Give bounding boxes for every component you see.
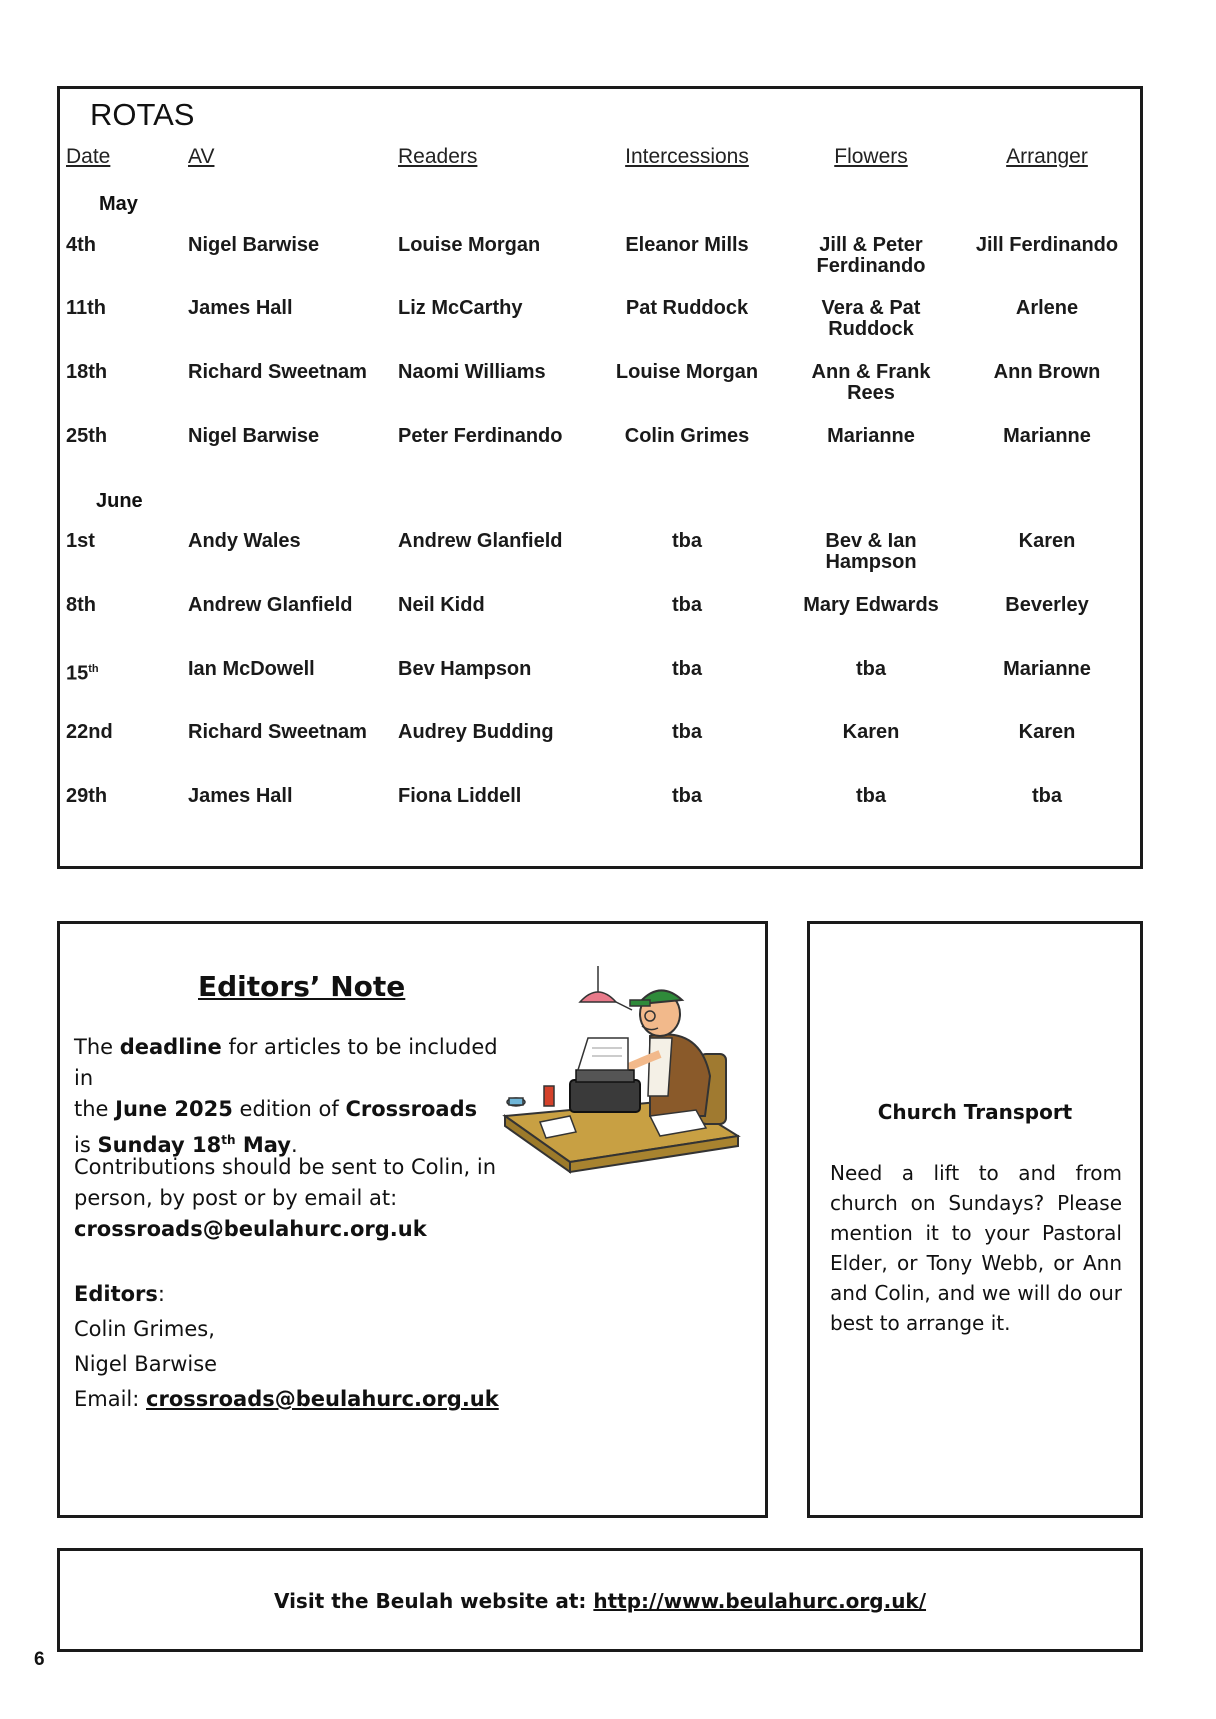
date-number: 22nd [66, 721, 113, 743]
rota-arranger: tba [1032, 785, 1062, 807]
rota-readers: Peter Ferdinando [398, 425, 563, 447]
ordinal-suffix: th [88, 663, 99, 675]
rota-av: Andrew Glanfield [188, 594, 353, 616]
church-transport-text: Need a lift to and from church on Sundays? Please mention it to your Pastoral Elder, or Tony Webb, or Ann and Colin, and we will do our best to arrange it. [830, 1161, 1122, 1335]
column-header: Flowers [834, 145, 908, 168]
date-number: 8th [66, 594, 96, 616]
website-panel [57, 1548, 1143, 1652]
editor-name: Nigel Barwise [74, 1352, 218, 1376]
rota-intercessions: tba [672, 721, 702, 743]
deadline-day: Sunday 18 [97, 1133, 222, 1157]
text: person, by post or by email at: [74, 1186, 398, 1210]
flowers-line: Ruddock [828, 318, 914, 340]
deadline-month: May [235, 1133, 291, 1157]
editors-email-link[interactable]: crossroads@beulahurc.org.uk [146, 1387, 499, 1411]
page-number: 6 [34, 1649, 45, 1670]
rota-flowers [817, 235, 926, 277]
website-label: Visit the Beulah website at: [273, 1589, 594, 1613]
month-heading: May [99, 193, 138, 215]
text: . [290, 1133, 298, 1157]
rota-av: Ian McDowell [188, 658, 315, 680]
rota-readers: Neil Kidd [398, 594, 485, 616]
rota-flowers [803, 595, 939, 616]
date-number: 15 [66, 662, 89, 685]
text: is [74, 1133, 98, 1157]
text: edition of [232, 1097, 346, 1121]
church-transport-panel [807, 921, 1143, 1518]
column-header: Date [66, 145, 111, 168]
rota-flowers [825, 531, 916, 573]
rota-arranger: Marianne [1003, 658, 1091, 680]
date-number: 29th [66, 785, 108, 807]
rota-flowers [827, 426, 915, 447]
rota-av: Nigel Barwise [188, 234, 320, 256]
editors-list [74, 1277, 499, 1417]
rota-readers: Audrey Budding [398, 721, 554, 743]
flowers-line: Jill & Peter [819, 234, 923, 256]
rota-av: Richard Sweetnam [188, 721, 367, 743]
flowers-line: Karen [842, 721, 900, 743]
contributions-email: crossroads@beulahurc.org.uk [74, 1217, 427, 1241]
column-header: Intercessions [625, 145, 749, 168]
rota-intercessions: Louise Morgan [615, 361, 759, 383]
flowers-line: Vera & Pat [821, 297, 921, 319]
rota-date [66, 298, 106, 319]
rota-arranger: Karen [1018, 530, 1076, 552]
rota-readers: Fiona Liddell [398, 785, 522, 807]
date-number: 18th [66, 361, 108, 383]
rota-av: James Hall [188, 785, 293, 807]
flowers-line: Rees [847, 382, 895, 404]
rota-readers: Bev Hampson [398, 658, 532, 680]
flowers-line: Ferdinando [816, 255, 926, 277]
flowers-line: Bev & Ian [825, 530, 917, 552]
rota-av: Andy Wales [188, 530, 301, 552]
rota-av: James Hall [188, 297, 293, 319]
text: The [74, 1035, 120, 1059]
rota-flowers [856, 659, 886, 680]
column-header: Arranger [1006, 145, 1088, 168]
rota-intercessions: Colin Grimes [624, 425, 750, 447]
magazine-name: Crossroads [345, 1097, 478, 1121]
text: for articles to be included in [74, 1035, 498, 1090]
flowers-line: Ann & Frank [811, 361, 931, 383]
editor-name: Colin Grimes, [74, 1317, 215, 1341]
date-number: 11th [66, 297, 107, 319]
month-heading: June [96, 490, 143, 512]
rota-intercessions: Eleanor Mills [625, 234, 749, 256]
date-number: 25th [66, 425, 108, 447]
rota-flowers [812, 362, 931, 404]
rota-arranger: Ann Brown [993, 361, 1101, 383]
rota-flowers [856, 786, 886, 807]
rota-av: Nigel Barwise [188, 425, 320, 447]
email-label: Email: [74, 1387, 147, 1411]
rota-readers: Liz McCarthy [398, 297, 523, 319]
editors-note-title: Editors’ Note [198, 970, 406, 1003]
typist-cartoon-illustration [500, 966, 750, 1176]
rota-date [66, 235, 96, 256]
deadline-paragraph [74, 1032, 504, 1161]
rota-date [66, 659, 99, 685]
rota-date [66, 595, 96, 616]
website-link[interactable]: http://www.beulahurc.org.uk/ [593, 1589, 927, 1613]
rota-flowers [843, 722, 900, 743]
rota-date [66, 362, 107, 383]
rota-readers: Louise Morgan [398, 234, 541, 256]
text: the [74, 1097, 116, 1121]
rota-arranger: Jill Ferdinando [975, 234, 1119, 256]
rota-date [66, 786, 107, 807]
rota-intercessions: tba [672, 530, 702, 552]
rota-readers: Andrew Glanfield [398, 530, 563, 552]
rotas-title: ROTAS [90, 97, 195, 132]
rota-intercessions: Pat Ruddock [625, 297, 749, 319]
flowers-line: tba [856, 785, 886, 807]
column-header: AV [188, 145, 215, 168]
date-number: 1st [66, 530, 95, 552]
text: : [157, 1282, 165, 1306]
rota-intercessions: tba [672, 594, 702, 616]
rota-arranger: Arlene [1015, 297, 1079, 319]
text: Contributions should be sent to Colin, in [74, 1155, 496, 1179]
contributions-paragraph [74, 1152, 504, 1245]
rota-date [66, 426, 107, 447]
rota-arranger: Beverley [1005, 594, 1089, 616]
date-number: 4th [66, 234, 96, 256]
rota-date [66, 722, 113, 743]
editors-label: Editors [74, 1282, 158, 1306]
rotas-panel [57, 86, 1143, 869]
rota-av: Richard Sweetnam [188, 361, 367, 383]
edition-month: June 2025 [115, 1097, 233, 1121]
ordinal-suffix: th [221, 1133, 236, 1147]
flowers-line: Mary Edwards [803, 594, 939, 616]
rota-flowers [822, 298, 921, 340]
rota-intercessions: tba [672, 785, 702, 807]
flowers-line: tba [856, 658, 886, 680]
rota-arranger: Marianne [1003, 425, 1091, 447]
editors-note-panel [57, 921, 768, 1518]
rota-readers: Naomi Williams [398, 361, 546, 383]
flowers-line: Hampson [825, 551, 917, 573]
website-line [60, 1589, 1140, 1613]
church-transport-title: Church Transport [877, 1100, 1073, 1124]
deadline-word: deadline [119, 1035, 222, 1059]
column-header: Readers [398, 145, 478, 168]
rota-arranger: Karen [1018, 721, 1076, 743]
rota-intercessions: tba [672, 658, 702, 680]
rota-date [66, 531, 95, 552]
flowers-line: Marianne [827, 425, 915, 447]
